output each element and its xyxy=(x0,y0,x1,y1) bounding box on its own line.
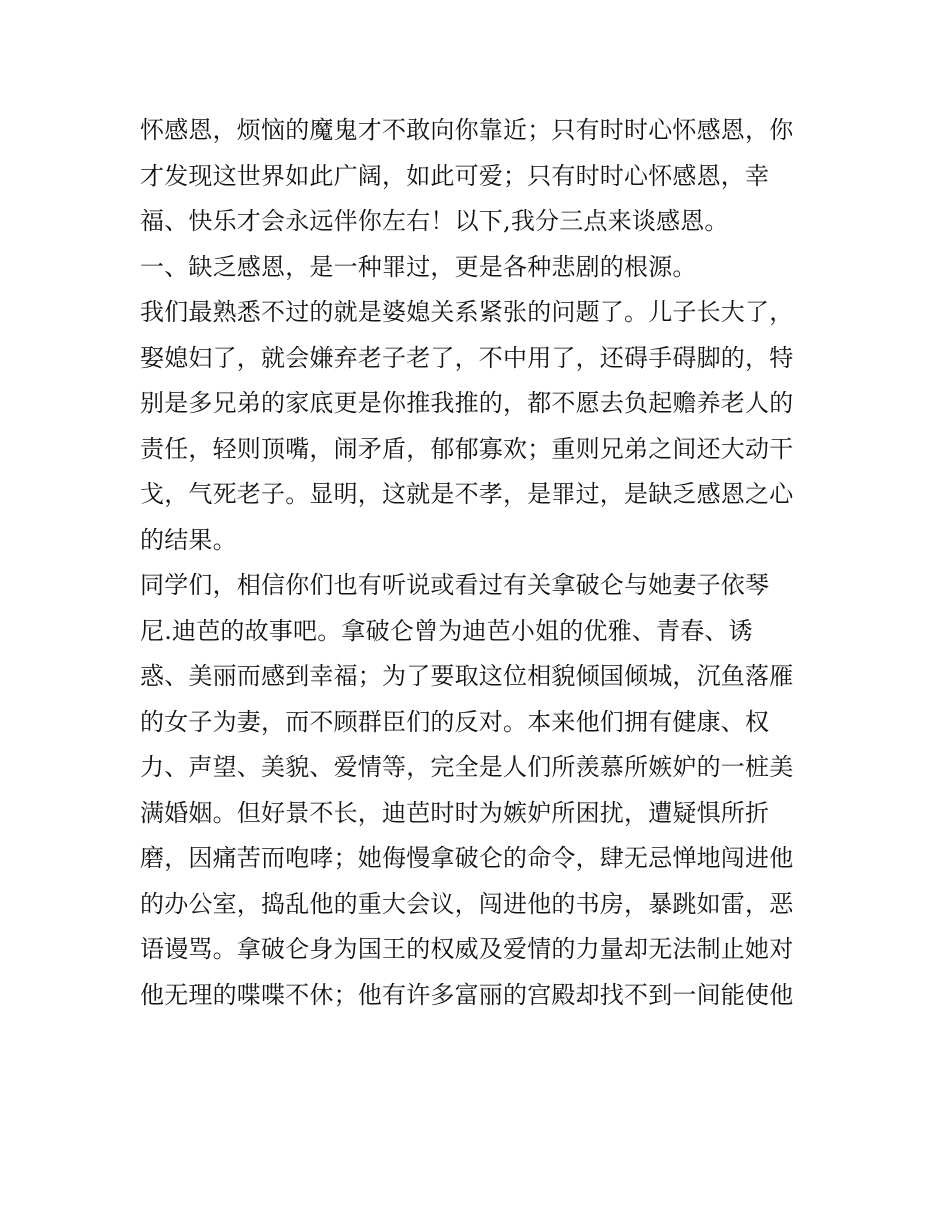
text-line-11: 同学们，相信你们也有听说或看过有关拿破仑与她妻子依琴 xyxy=(140,571,770,599)
text-line-1: 怀感恩，烦恼的魔鬼才不敢向你靠近；只有时时心怀感恩，你 xyxy=(140,116,794,144)
body-text xyxy=(140,108,820,1018)
text-line-13: 惑、美丽而感到幸福；为了要取这位相貌倾国倾城，沉鱼落雁 xyxy=(140,662,794,690)
text-line-2: 才发现这世界如此广阔，如此可爱；只有时时心怀感恩，幸 xyxy=(140,161,770,190)
text-line-5: 我们最熟悉不过的就是婆媳关系紧张的问题了。儿子长大了， xyxy=(140,298,794,326)
text-line-9: 戈，气死老子。显明，这就是不孝，是罪过，是缺乏感恩之心 xyxy=(140,480,794,508)
text-line-19: 语谩骂。拿破仑身为国王的权威及爱情的力量却无法制止她对 xyxy=(140,935,794,963)
text-line-10: 的结果。 xyxy=(140,525,237,554)
section-heading-1: 一、缺乏感恩，是一种罪过，更是各种悲剧的根源。 xyxy=(140,252,697,281)
text-line-7: 别是多兄弟的家底更是你推我推的，都不愿去负起赡养老人的 xyxy=(140,389,794,417)
text-line-15: 力、声望、美貌、爱情等，完全是人们所羡慕所嫉妒的一桩美 xyxy=(140,753,794,781)
text-line-3: 福、快乐才会永远伴你左右！以下,我分三点来谈感恩。 xyxy=(140,207,729,235)
text-line-16: 满婚姻。但好景不长，迪芭时时为嫉妒所困扰，遭疑惧所折 xyxy=(140,798,770,827)
text-line-18: 的办公室，捣乱他的重大会议，闯进他的书房，暴跳如雷，恶 xyxy=(140,889,794,918)
text-line-8: 责任，轻则顶嘴，闹矛盾，郁郁寡欢；重则兄弟之间还大动干 xyxy=(140,434,794,463)
text-line-12: 尼.迪芭的故事吧。拿破仑曾为迪芭小姐的优雅、青春、诱 xyxy=(140,616,753,645)
text-line-14: 的女子为妻，而不顾群臣们的反对。本来他们拥有健康、权 xyxy=(140,707,770,736)
text-line-20: 他无理的喋喋不休；他有许多富丽的宫殿却找不到一间能使他 xyxy=(140,980,794,1009)
text-line-17: 磨，因痛苦而咆哮；她侮慢拿破仑的命令，肆无忌惮地闯进他 xyxy=(140,844,794,872)
text-line-6: 娶媳妇了，就会嫌弃老子老了，不中用了，还碍手碍脚的，特 xyxy=(140,343,794,372)
